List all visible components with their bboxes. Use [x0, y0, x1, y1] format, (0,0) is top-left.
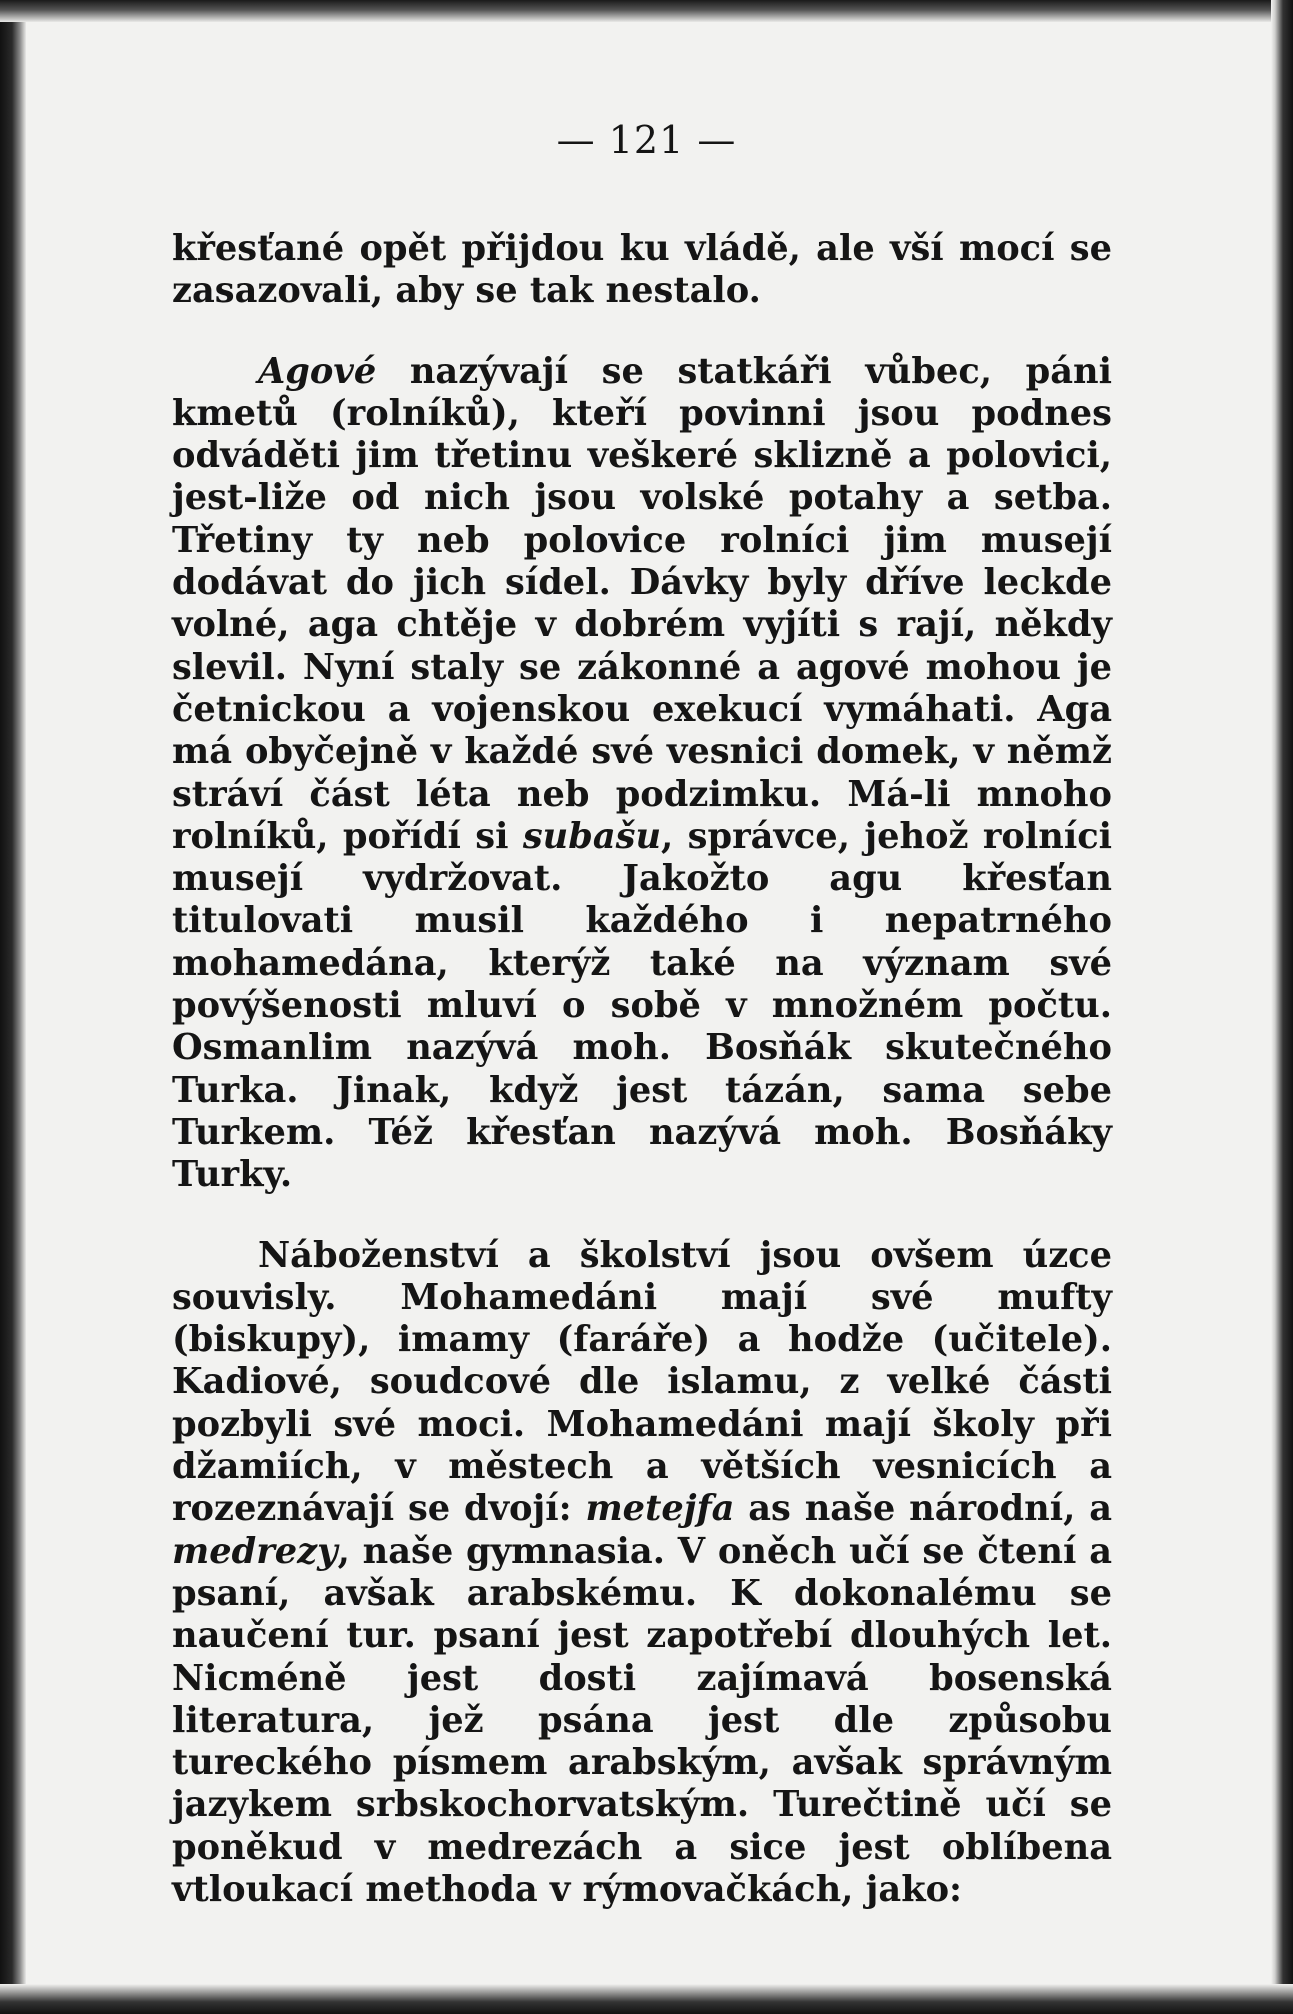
page-number: — 121 —: [556, 118, 737, 162]
paragraph-1-text: křesťané opět přijdou ku vládě, ale vší mocí se zasazovali, aby se tak nestalo.: [172, 228, 1112, 312]
term-agove: Agové: [258, 350, 377, 392]
scan-border-right: [1271, 0, 1293, 2014]
scan-border-bottom: [0, 1984, 1293, 2014]
term-metejfa: metejfa: [585, 1488, 735, 1530]
term-subasu: subašu: [522, 815, 662, 857]
paragraph-2-text-a: nazývají se statkáři vůbec, páni kmetů (rolníků), kteří povinni jsou podnes odváděti jim třetinu veškeré sklizně a polovici, jest-liže od nich jsou volské potahy a setba. Třetiny ty neb polovice rolníci jim musejí dodávat do jich sídel. Dávky byly dříve leckde volné, aga chtěje v dobrém vyjíti s rají, někdy slevil. Nyní staly se zákonné a agové mohou je četnickou a vojenskou exekucí vymáhati. Aga má obyčejně v každé své vesnici domek, v němž stráví část léta neb podzimku. Má-li mnoho rolníků, pořídí si: [172, 350, 1112, 857]
body-text: [172, 228, 1112, 1911]
scan-border-top: [0, 0, 1293, 22]
paragraph-3-text-a: Náboženství a školství jsou ovšem úzce souvisly. Mohamedáni mají své mufty (biskupy), imamy (faráře) a hodže (učitele). Kadiové, soudcové dle islamu, z velké části pozbyli své moci. Mohamedáni mají školy při džamiích, v městech a větších vesnicích a rozeznávají se dvojí:: [172, 1234, 1112, 1530]
paragraph-2: [172, 351, 1112, 1197]
scan-border-left: [0, 0, 26, 2014]
paragraph-1: [172, 228, 1112, 313]
paragraph-3: [172, 1235, 1112, 1912]
paragraph-3-text-c: , naše gymnasia. V oněch učí se čtení a psaní, avšak arabskému. K dokonalému se naučení tur. psaní jest zapotřebí dlouhých let. Nicméně jest dosti zajímavá bosenská literatura, jež psána jest dle způsobu tureckého písmem arabským, avšak správným jazykem srbskochorvatským. Turečtině učí se poněkud v medrezách a sice jest oblíbena vtloukací methoda v rýmovačkách, jako:: [172, 1530, 1112, 1910]
paragraph-2-text-b: , správce, jehož rolníci musejí vydržovat. Jakožto agu křesťan titulovati musil každého i nepatrného mohamedána, kterýž také na význam své povýšenosti mluví o sobě v množném počtu. Osmanlim nazývá moh. Bosňák skutečného Turka. Jinak, když jest tázán, sama sebe Turkem. Též křesťan nazývá moh. Bosňáky Turky.: [172, 815, 1112, 1196]
term-medrezy: medrezy: [172, 1530, 338, 1572]
paragraph-3-text-b: as naše národní, a: [734, 1488, 1112, 1530]
